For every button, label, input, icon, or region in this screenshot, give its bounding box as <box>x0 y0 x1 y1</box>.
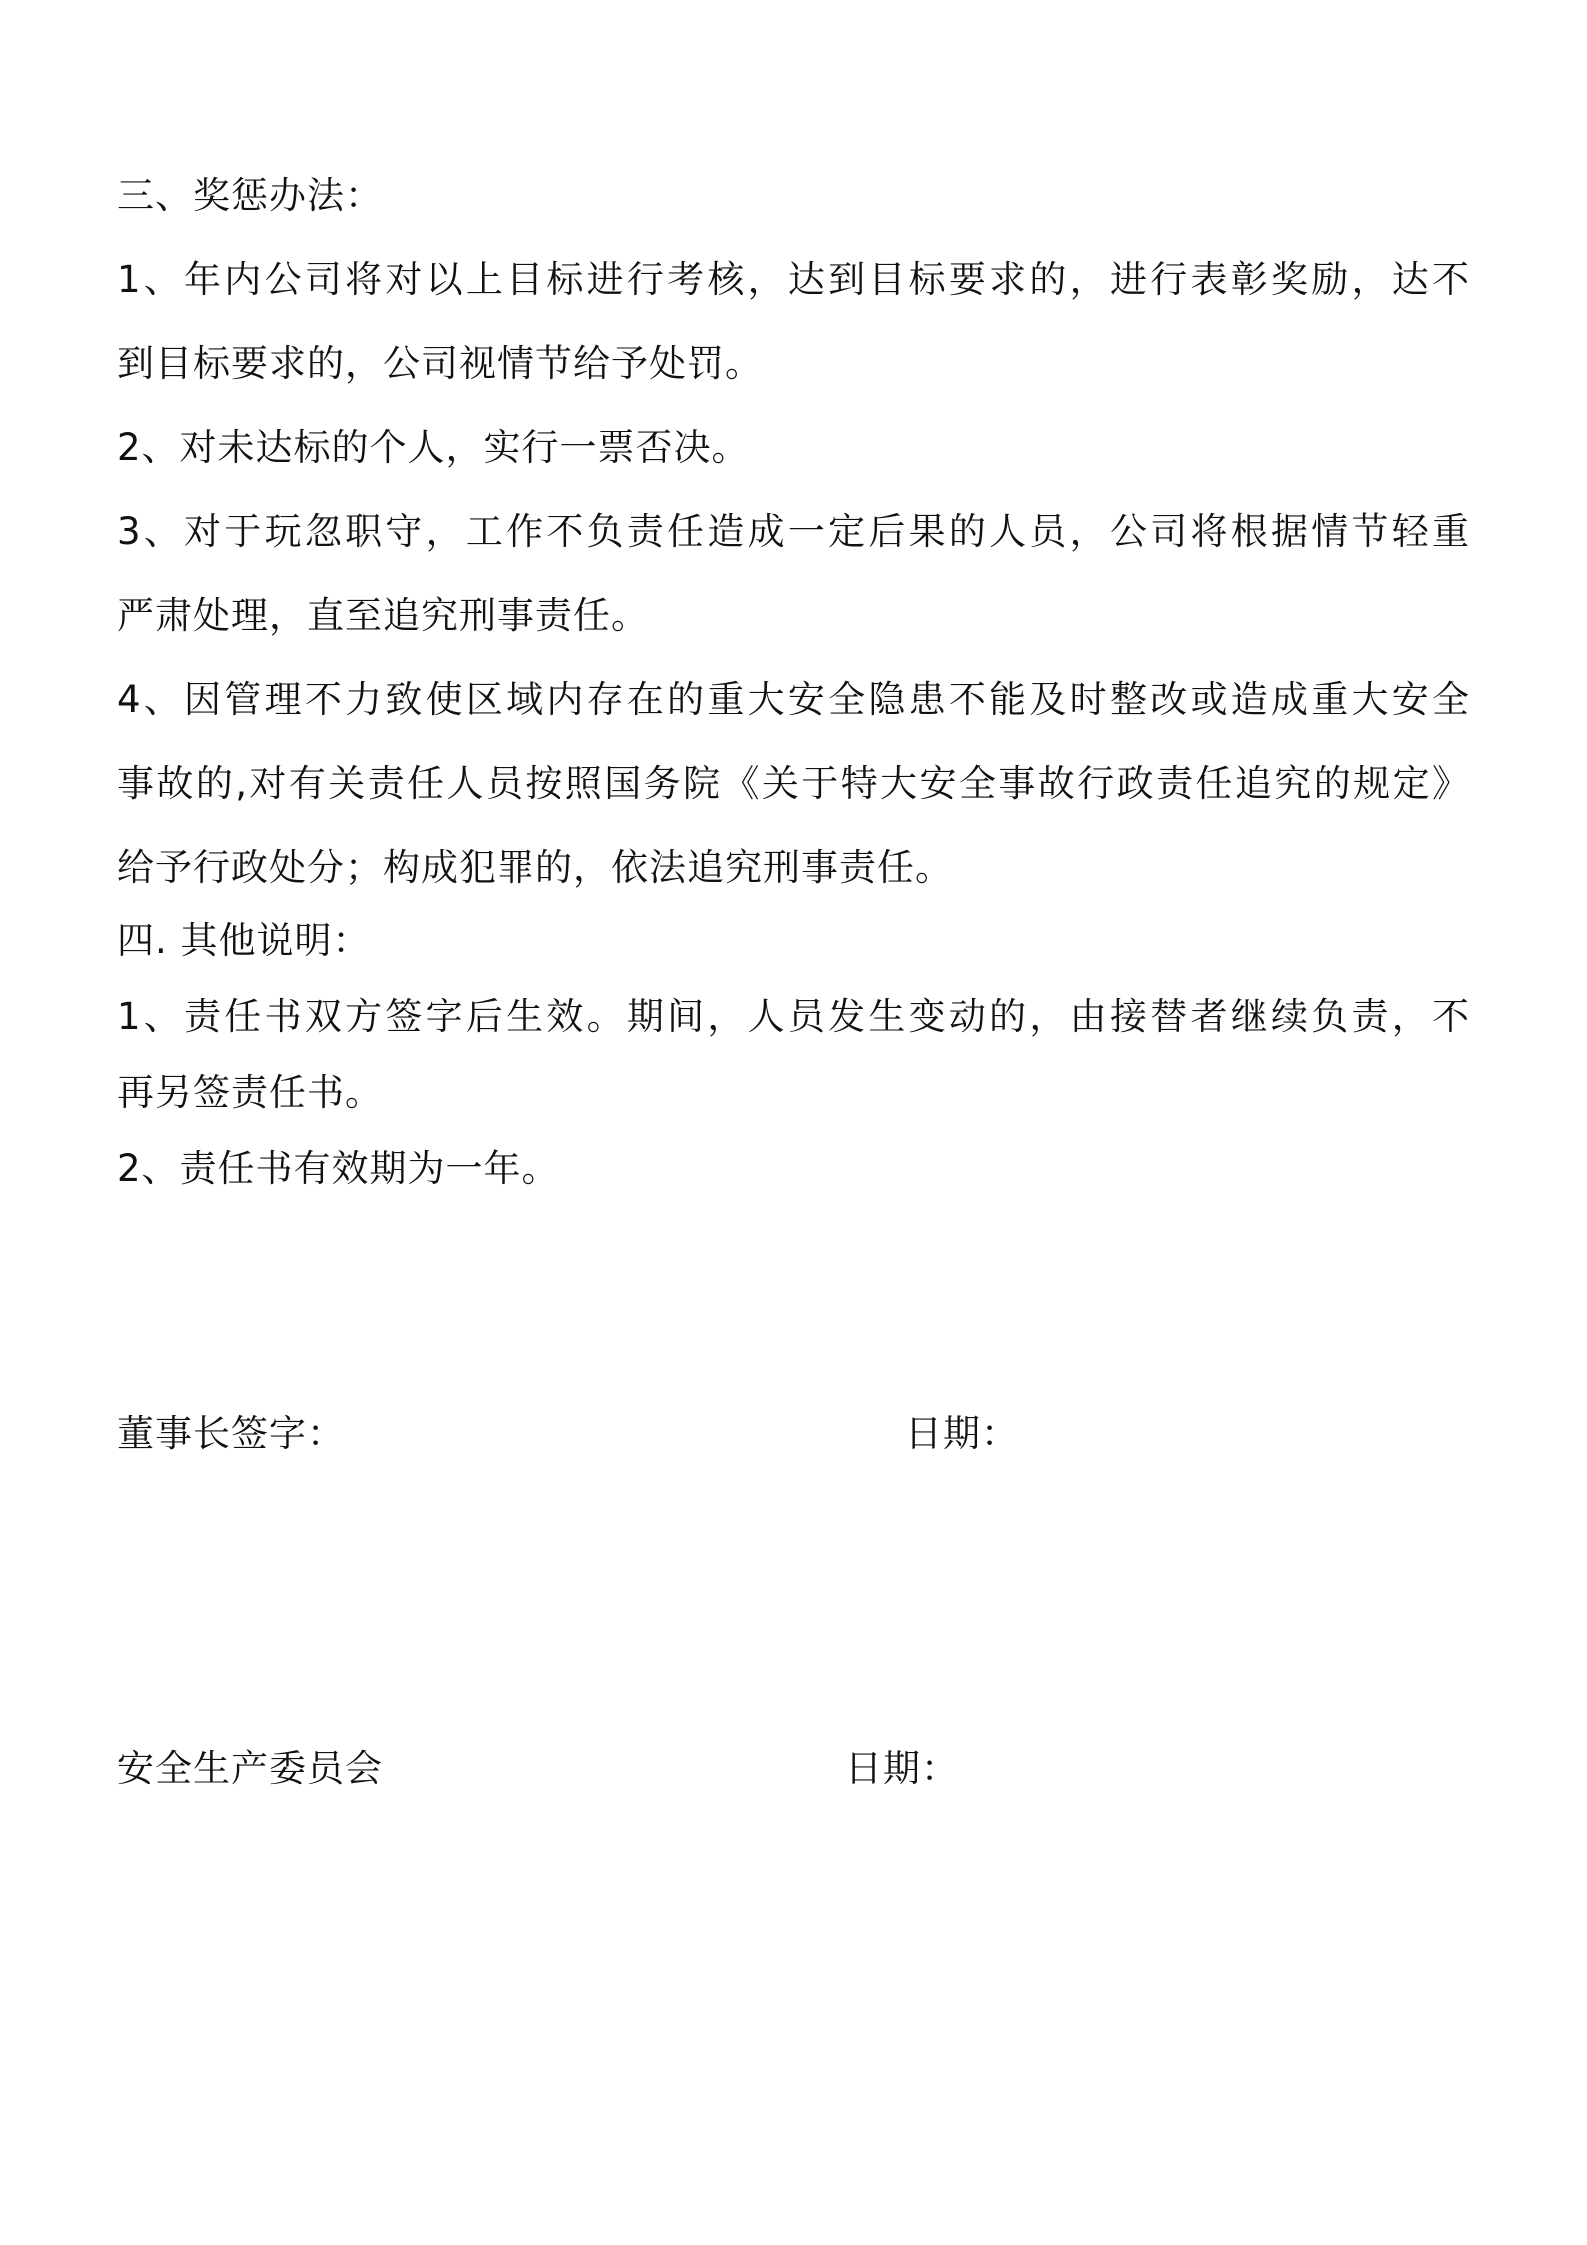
section-3-item-2-line-1: 2、对未达标的个人，实行一票否决。 <box>117 426 750 469</box>
section-3-item-4-line-3: 给予行政处分；构成犯罪的，依法追究刑事责任。 <box>117 846 953 889</box>
chairman-date-label: 日期： <box>905 1412 1019 1455</box>
section-3-item-3-line-1: 3、对于玩忽职守，工作不负责任造成一定后果的人员，公司将根据情节轻重 <box>117 510 1469 553</box>
section-4-item-1-line-1: 1、责任书双方签字后生效。期间，人员发生变动的，由接替者继续负责，不 <box>117 995 1469 1038</box>
section-3-item-1-line-2: 到目标要求的，公司视情节给予处罚。 <box>117 342 763 385</box>
section-3-item-1-line-1: 1、年内公司将对以上目标进行考核，达到目标要求的，进行表彰奖励，达不 <box>117 258 1469 301</box>
section-3-item-3-line-2: 严肃处理，直至追究刑事责任。 <box>117 594 649 637</box>
section-3-item-4-line-2: 事故的,对有关责任人员按照国务院《关于特大安全事故行政责任追究的规定》 <box>117 762 1469 805</box>
committee-date-label: 日期： <box>845 1747 959 1790</box>
section-4-item-2-line-1: 2、责任书有效期为一年。 <box>117 1147 560 1190</box>
section-3-item-4-line-1: 4、因管理不力致使区域内存在的重大安全隐患不能及时整改或造成重大安全 <box>117 678 1469 721</box>
chairman-signature-label: 董事长签字： <box>117 1412 345 1455</box>
section-4-heading: 四. 其他说明： <box>117 919 371 962</box>
section-3-heading: 三、奖惩办法： <box>117 174 383 217</box>
section-4-item-1-line-2: 再另签责任书。 <box>117 1071 383 1114</box>
committee-signature-label: 安全生产委员会 <box>117 1747 383 1790</box>
